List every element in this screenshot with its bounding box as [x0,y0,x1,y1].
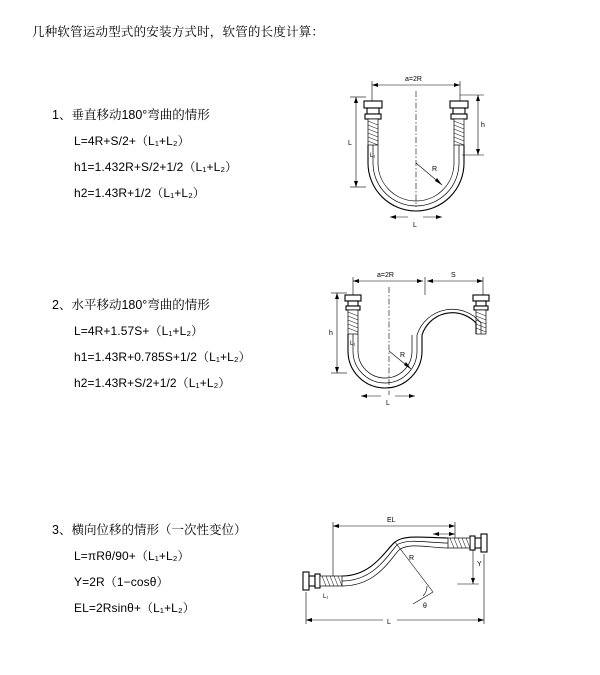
figure-1-label-a: a=2R [405,76,422,83]
section-3-formula-1: L=πRθ/90+（L₁+L₂） [74,549,190,563]
figure-2-label-s: S [451,272,456,279]
figure-3-label-el: EL [387,517,396,524]
section-2-formula-1: L=4R+1.57S+（L₁+L₂） [74,324,204,338]
figure-2-label-l1: L₁ [350,341,356,347]
section-3-title: 3、横向位移的情形（一次性变位） [52,523,247,537]
horizontal-180-bend-diagram [305,265,505,435]
section-2-text [52,295,312,400]
figure-3-label-r: R [409,555,415,562]
figure-3-label-L: L [387,619,391,626]
figure-1-label-L: L [413,222,417,229]
figure-3-label-l1: L₁ [323,594,329,600]
section-2-formula-3: h2=1.43R+S/2+1/2（L₁+L₂） [74,376,231,390]
section-2-formula-2: h1=1.43R+0.785S+1/2（L₁+L₂） [74,350,251,364]
section-3-text [52,520,312,625]
section-3-formula-2: Y=2R（1−cosθ） [74,575,169,589]
figure-1-label-h: h [481,122,485,129]
section-3-formula-3: EL=2Rsinθ+（L₁+L₂） [74,601,195,615]
section-1-title: 1、垂直移动180°弯曲的情形 [52,108,210,122]
figure-1-label-left-dim: L [348,140,352,147]
figure-1-label-r: R [432,166,438,173]
section-1-formula-1: L=4R+S/2+（L₁+L₂） [74,134,190,148]
figure-1-label-l1: L₁ [370,153,376,159]
figure-3-label-y: Y [477,561,482,568]
figure-2-label-L: L [386,400,390,407]
section-1-text [52,105,312,210]
figure-3-label-theta: θ [423,603,427,610]
figure-2-label-h: h [329,330,333,337]
section-1-formula-2: h1=1.432R+S/2+1/2（L₁+L₂） [74,160,238,174]
page-title: 几种软管运动型式的安装方式时，软管的长度计算： [32,25,325,39]
figure-2-label-r: R [400,352,406,359]
lateral-offset-diagram [295,508,495,638]
vertical-180-bend-diagram [310,67,495,267]
figure-2-label-a: a=2R [377,272,394,279]
section-1-formula-3: h2=1.43R+1/2（L₁+L₂） [74,186,206,200]
section-2-title: 2、水平移动180°弯曲的情形 [52,298,210,312]
